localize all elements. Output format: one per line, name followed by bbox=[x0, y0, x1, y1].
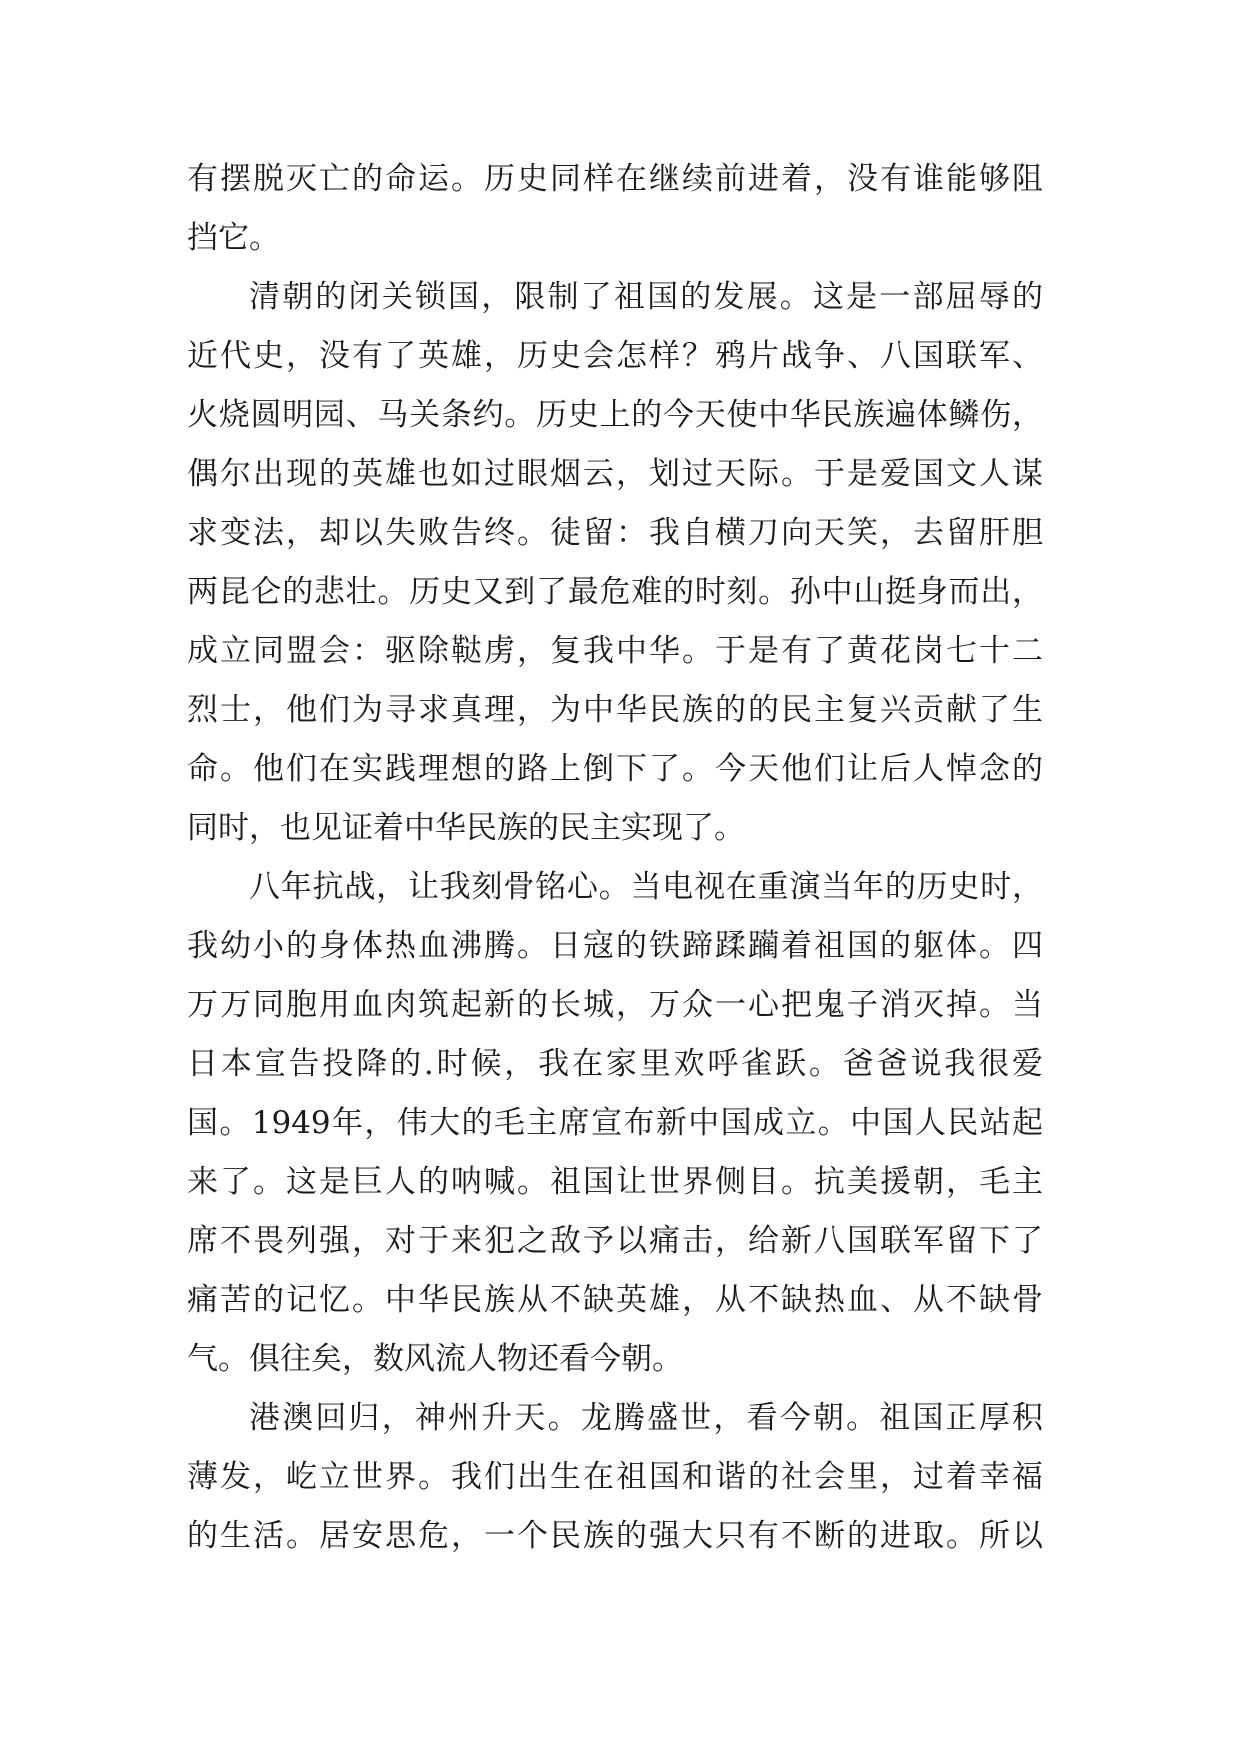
text-line: 席不畏列强，对于来犯之敌予以痛击，给新八国联军留下了 bbox=[187, 1223, 1043, 1259]
text-line: 烈士，他们为寻求真理，为中华民族的的民主复兴贡献了生 bbox=[187, 692, 1043, 728]
text-line: 气。俱往矣，数风流人物还看今朝。 bbox=[187, 1341, 683, 1377]
text-line: 薄发，屹立世界。我们出生在祖国和谐的社会里，过着幸福 bbox=[187, 1459, 1043, 1495]
text-line: 痛苦的记忆。中华民族从不缺英雄，从不缺热血、从不缺骨 bbox=[187, 1282, 1043, 1318]
text-line: 同时，也见证着中华民族的民主实现了。 bbox=[187, 810, 745, 846]
text-line: 清朝的闭关锁国，限制了祖国的发展。这是一部屈辱的 bbox=[249, 279, 1043, 315]
text-line: 的生活。居安思危，一个民族的强大只有不断的进取。所以 bbox=[187, 1518, 1043, 1554]
document-body bbox=[187, 150, 1043, 1566]
text-line: 万万同胞用血肉筑起新的长城，万众一心把鬼子消灭掉。当 bbox=[187, 987, 1043, 1023]
paragraph-1 bbox=[187, 150, 1043, 268]
text-line: 偶尔出现的英雄也如过眼烟云，划过天际。于是爱国文人谋 bbox=[187, 456, 1043, 492]
text-line: 我幼小的身体热血沸腾。日寇的铁蹄蹂躏着祖国的躯体。四 bbox=[187, 928, 1043, 964]
paragraph-4 bbox=[187, 1389, 1043, 1566]
text-line: 两昆仑的悲壮。历史又到了最危难的时刻。孙中山挺身而出， bbox=[187, 574, 1043, 610]
text-line: 求变法，却以失败告终。徒留：我自横刀向天笑，去留肝胆 bbox=[187, 515, 1043, 551]
text-line: 国。1949年，伟大的毛主席宣布新中国成立。中国人民站起 bbox=[187, 1105, 1043, 1141]
text-line: 近代史，没有了英雄，历史会怎样？鸦片战争、八国联军、 bbox=[187, 338, 1043, 374]
text-line: 来了。这是巨人的呐喊。祖国让世界侧目。抗美援朝，毛主 bbox=[187, 1164, 1043, 1200]
text-line: 命。他们在实践理想的路上倒下了。今天他们让后人悼念的 bbox=[187, 751, 1043, 787]
text-line: 挡它。 bbox=[187, 220, 280, 256]
paragraph-3 bbox=[187, 858, 1043, 1389]
text-line: 成立同盟会：驱除鞑虏，复我中华。于是有了黄花岗七十二 bbox=[187, 633, 1043, 669]
text-line: 有摆脱灭亡的命运。历史同样在继续前进着，没有谁能够阻 bbox=[187, 161, 1043, 197]
text-line: 港澳回归，神州升天。龙腾盛世，看今朝。祖国正厚积 bbox=[249, 1400, 1043, 1436]
text-line: 日本宣告投降的.时候，我在家里欢呼雀跃。爸爸说我很爱 bbox=[187, 1046, 1043, 1082]
paragraph-2 bbox=[187, 268, 1043, 858]
text-line: 火烧圆明园、马关条约。历史上的今天使中华民族遍体鳞伤， bbox=[187, 397, 1043, 433]
text-line: 八年抗战，让我刻骨铭心。当电视在重演当年的历史时， bbox=[249, 869, 1043, 905]
